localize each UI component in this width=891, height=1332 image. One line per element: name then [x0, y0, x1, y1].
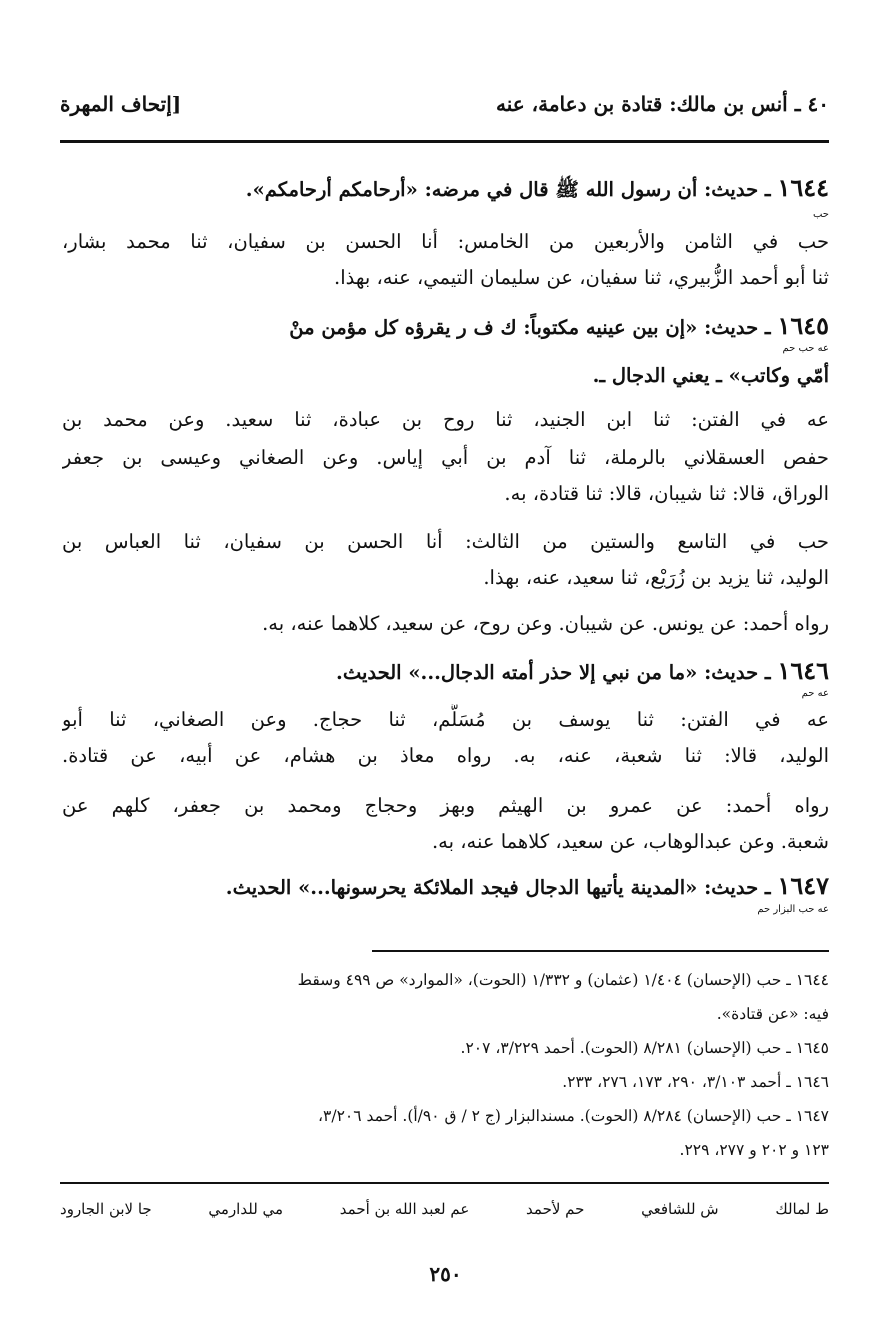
text-line: حب في الثامن والأربعين من الخامس: أنا الحسن بن سفيان، ثنا محمد بشار، — [62, 230, 829, 253]
legend-item: جا لابن الجارود — [60, 1200, 152, 1218]
text-line: الوليد، ثنا يزيد بن زُرَيْع، ثنا سعيد، عنه، بهذا. — [483, 566, 829, 589]
text-line: الوليد، قالا: ثنا شعبة، عنه، به. رواه معاذ بن هشام، عن أبيه، عن قتادة. — [62, 744, 829, 767]
hadith-heading — [62, 172, 829, 206]
hadith-heading — [62, 870, 829, 904]
legend-item: ط لمالك — [775, 1200, 829, 1218]
footnote-line: ١٦٤٦ ـ أحمد ٣/١٠٣، ٢٩٠، ١٧٣، ٢٧٦، ٢٣٣. — [562, 1073, 829, 1091]
source-sigla: عه حم — [801, 688, 829, 699]
source-sigla: حب — [812, 209, 829, 220]
source-sigla: عه حب حم — [782, 343, 829, 354]
abbreviation-legend — [60, 1200, 829, 1230]
text-line: عه في الفتن: ثنا يوسف بن مُسَلَّم، ثنا حجاج. وعن الصغاني، ثنا أبو — [62, 708, 829, 731]
text-line: شعبة. وعن عبدالوهاب، عن سعيد، كلاهما عنه، به. — [431, 830, 829, 853]
footnote-line: فيه: «عن قتادة». — [716, 1005, 829, 1023]
text-line: عه في الفتن: ثنا ابن الجنيد، ثنا روح بن عبادة، ثنا سعيد. وعن محمد بن — [62, 408, 829, 431]
hadith-text: ـ حديث: «المدينة يأتيها الدجال فيجد الملائكة يحرسونها...» الحديث. — [225, 876, 778, 899]
header-chapter-title: ٤٠ ـ أنس بن مالك: قتادة بن دعامة، عنه — [496, 92, 829, 116]
footnote-separator — [372, 950, 829, 952]
footnote-line: ١٦٤٤ ـ حب (الإحسان) ١/٤٠٤ (عثمان) و ١/٣٣٢ (الحوت)، «الموارد» ص ٤٩٩ وسقط — [297, 971, 829, 989]
hadith-number: ١٦٤٤ — [777, 173, 829, 202]
hadith-number: ١٦٤٦ — [777, 656, 829, 685]
footnote-line: ١٢٣ و ٢٠٢ و ٢٧٧، ٢٢٩. — [679, 1141, 829, 1159]
hadith-text: ـ حديث: «إن بين عينيه مكتوباً: ك ف ر يقرؤه كل مؤمن منْ — [289, 316, 778, 339]
footnote-line: ١٦٤٧ ـ حب (الإحسان) ٨/٢٨٤ (الحوت). مسندالبزار (ج ٢ / ق ٩٠/أ). أحمد ٣/٢٠٦، — [318, 1107, 829, 1125]
hadith-number: ١٦٤٧ — [777, 871, 829, 900]
legend-item: عم لعبد الله بن أحمد — [339, 1200, 470, 1218]
text-line: رواه أحمد: عن عمرو بن الهيثم وبهز وحجاج ومحمد بن جعفر، كلهم عن — [62, 794, 829, 817]
footnote-line: ١٦٤٥ ـ حب (الإحسان) ٨/٢٨١ (الحوت). أحمد ٣/٢٢٩، ٢٠٧. — [460, 1039, 829, 1057]
legend-item: مي للدارمي — [208, 1200, 284, 1218]
page-number: ٢٥٠ — [429, 1262, 462, 1286]
text-line: ثنا أبو أحمد الزُّبيري، ثنا سفيان، عن سليمان التيمي، عنه، بهذا. — [334, 266, 829, 289]
running-header — [60, 92, 829, 126]
header-book-title: [إتحاف المهرة — [60, 92, 182, 116]
text-line: حفص العسقلاني بالرملة، ثنا آدم بن أبي إياس. وعن الصغاني وعيسى بن جعفر — [62, 446, 829, 469]
header-rule — [60, 140, 829, 143]
hadith-heading — [62, 310, 829, 344]
hadith-heading — [62, 655, 829, 689]
hadith-text: ـ حديث: «ما من نبي إلا حذر أمته الدجال...» الحديث. — [336, 661, 778, 684]
text-line: الوراق، قالا: ثنا شيبان، قالا: ثنا قتادة، به. — [504, 482, 829, 505]
text-line: أمّي وكاتب» ـ يعني الدجال ـ. — [592, 364, 829, 387]
hadith-number: ١٦٤٥ — [777, 311, 829, 340]
legend-rule — [60, 1182, 829, 1184]
text-line: رواه أحمد: عن يونس. عن شيبان. وعن روح، عن سعيد، كلاهما عنه، به. — [262, 612, 829, 635]
legend-item: حم لأحمد — [526, 1200, 585, 1218]
source-sigla: عه حب البزار حم — [757, 904, 829, 915]
hadith-text: ـ حديث: أن رسول الله ﷺ قال في مرضه: «أرحامكم أرحامكم». — [245, 178, 778, 201]
text-line: حب في التاسع والستين من الثالث: أنا الحسن بن سفيان، ثنا العباس بن — [62, 530, 829, 553]
legend-item: ش للشافعي — [641, 1200, 719, 1218]
